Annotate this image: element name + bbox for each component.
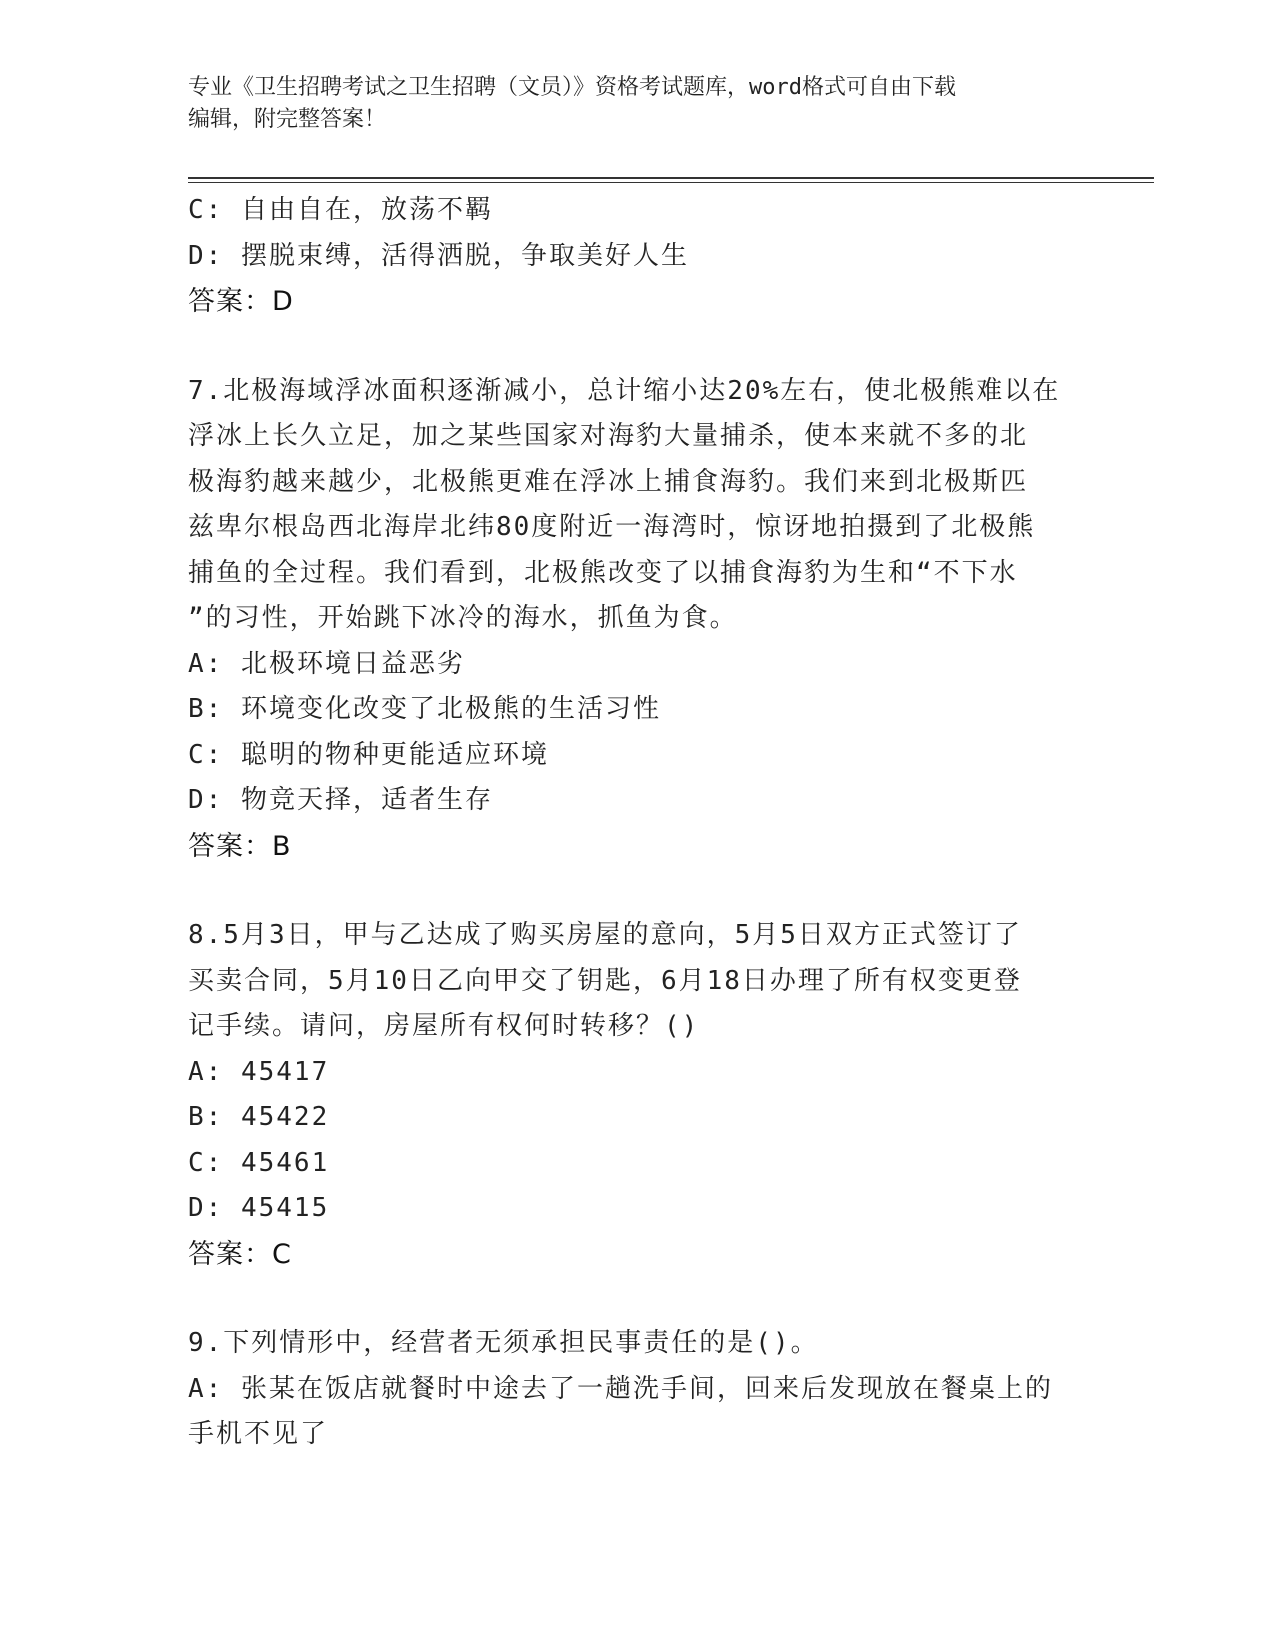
spacer xyxy=(188,1277,1088,1321)
question-stem-line: 兹卑尔根岛西北海岸北纬80度附近一海湾时，惊讶地拍摄到了北极熊 xyxy=(188,512,1036,542)
option-a-continued: 手机不见了 xyxy=(188,1419,329,1449)
header-rule-thick xyxy=(188,177,1154,179)
question-stem-line: 浮冰上长久立足，加之某些国家对海豹大量捕杀，使本来就不多的北 xyxy=(188,421,1029,451)
question-stem-line: 捕鱼的全过程。我们看到，北极熊改变了以捕食海豹为生和“不下水 xyxy=(188,557,1018,588)
page-header xyxy=(188,72,1088,136)
option-a: A: 北极环境日益恶劣 xyxy=(188,648,465,679)
question-stem-line: 记手续。请问，房屋所有权何时转移？() xyxy=(188,1011,700,1041)
question-stem-line: 8.5月3日，甲与乙达成了购买房屋的意向，5月5日双方正式签订了 xyxy=(188,920,1022,950)
question-6-tail xyxy=(188,188,1088,325)
spacer xyxy=(188,869,1088,913)
option-d: D: 物竞天择，适者生存 xyxy=(188,785,493,815)
answer-line: 答案：C xyxy=(188,1238,292,1270)
option-b: B: 45422 xyxy=(188,1102,330,1132)
option-b: B: 环境变化改变了北极熊的生活习性 xyxy=(188,694,661,724)
option-c: C: 自由自在，放荡不羁 xyxy=(188,195,493,225)
spacer xyxy=(188,325,1088,369)
question-stem-line: 7.北极海域浮冰面积逐渐减小，总计缩小达20%左右，使北极熊难以在 xyxy=(188,375,1061,406)
option-a: A: 45417 xyxy=(188,1056,330,1087)
option-d: D: 摆脱束缚，活得洒脱，争取美好人生 xyxy=(188,240,689,271)
header-rule-thin xyxy=(188,182,1154,183)
question-stem-line: 9.下列情形中，经营者无须承担民事责任的是()。 xyxy=(188,1328,819,1358)
question-7 xyxy=(188,369,1088,870)
document-body xyxy=(188,188,1088,1458)
question-8 xyxy=(188,913,1088,1277)
option-a: A: 张某在饭店就餐时中途去了一趟洗手间，回来后发现放在餐桌上的 xyxy=(188,1373,1053,1404)
question-stem-line: 极海豹越来越少，北极熊更难在浮冰上捕食海豹。我们来到北极斯匹 xyxy=(188,466,1029,497)
question-9 xyxy=(188,1321,1088,1458)
header-line-1: 专业《卫生招聘考试之卫生招聘（文员）》资格考试题库，word格式可自由下载 xyxy=(188,75,956,100)
option-c: C: 聪明的物种更能适应环境 xyxy=(188,739,549,770)
question-stem-line: 买卖合同，5月10日乙向甲交了钥匙，6月18日办理了所有权变更登 xyxy=(188,965,1022,996)
question-stem-line: ”的习性，开始跳下冰冷的海水，抓鱼为食。 xyxy=(188,603,738,633)
header-line-2: 编辑，附完整答案！ xyxy=(188,107,387,132)
answer-line: 答案：B xyxy=(188,830,292,862)
option-d: D: 45415 xyxy=(188,1193,330,1223)
option-c: C: 45461 xyxy=(188,1147,330,1178)
answer-line: 答案：D xyxy=(188,286,294,317)
